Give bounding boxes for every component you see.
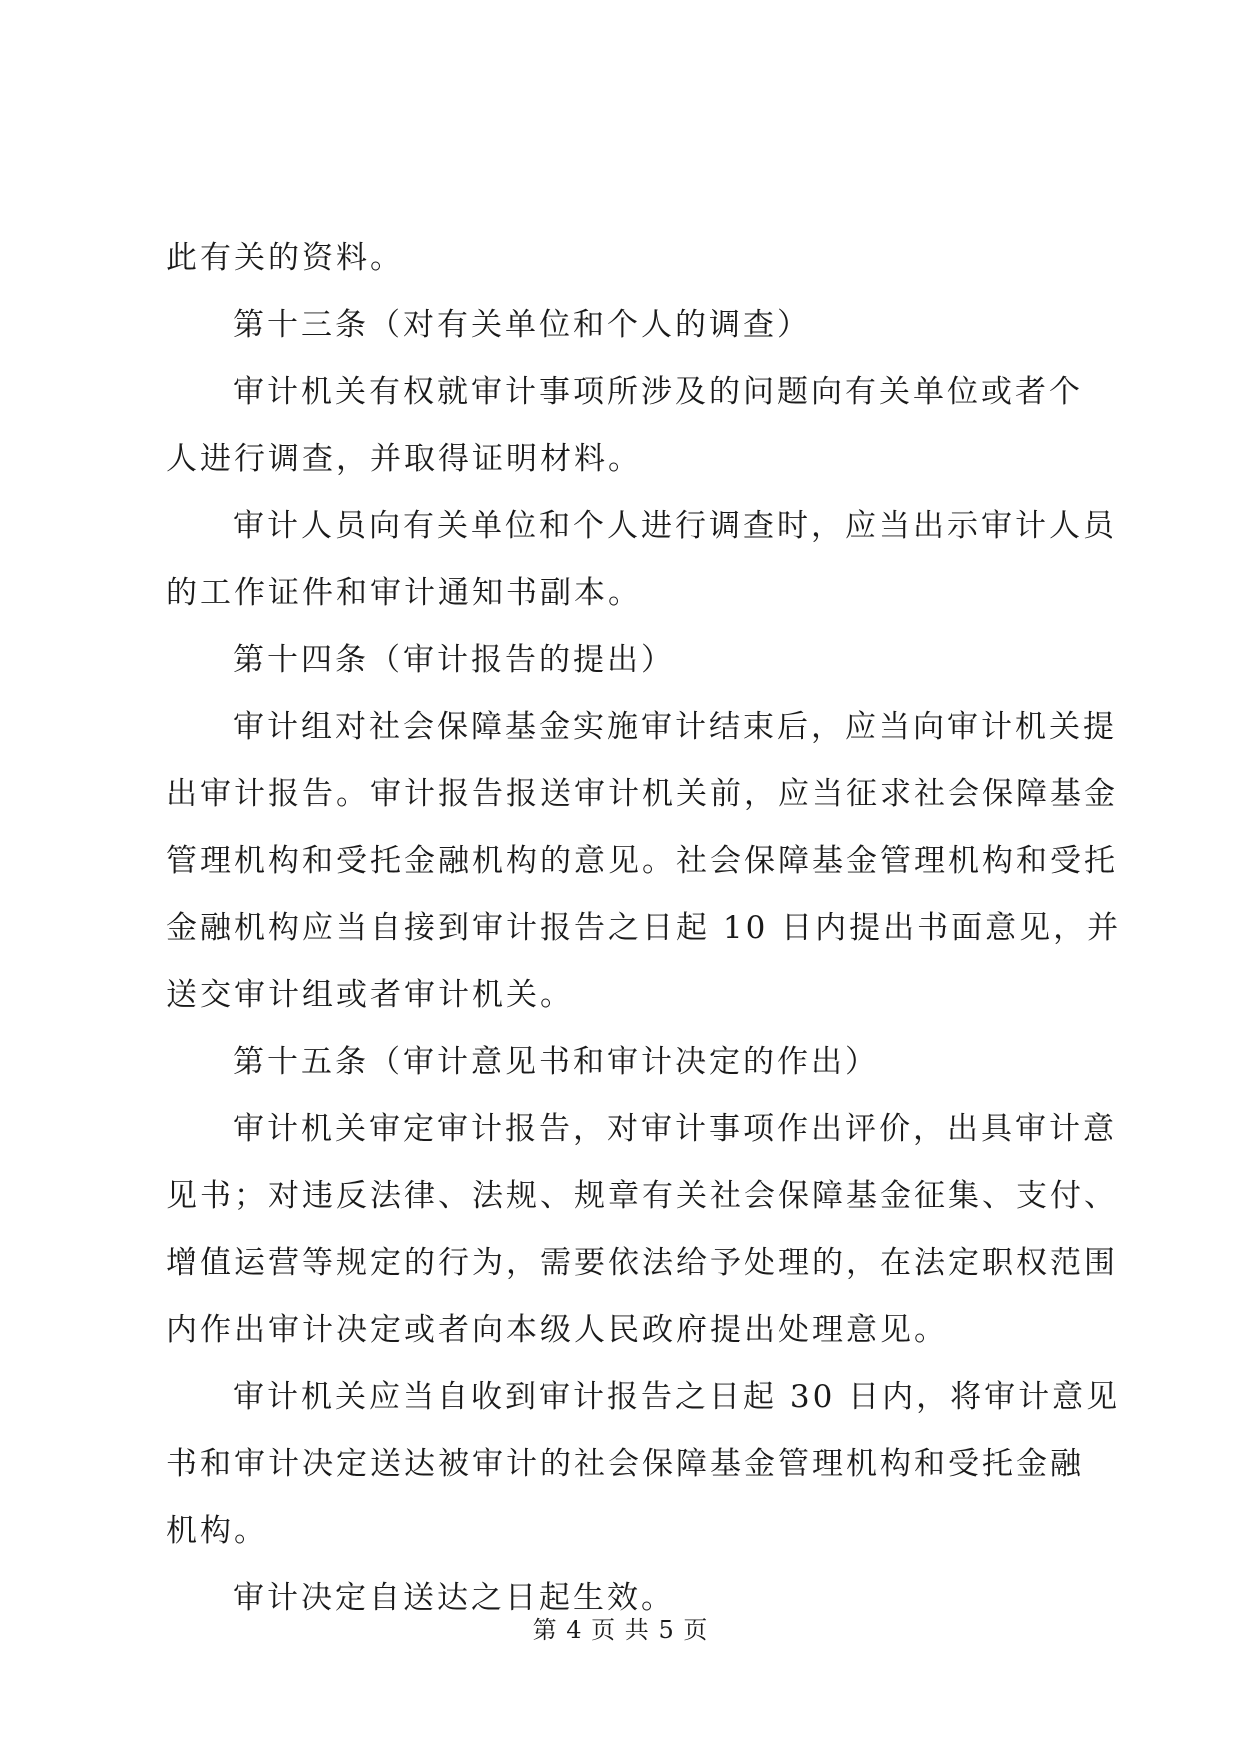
body-line: 出审计报告。审计报告报送审计机关前，应当征求社会保障基金 xyxy=(166,776,1118,812)
body-line: 审计组对社会保障基金实施审计结束后，应当向审计机关提 xyxy=(233,709,1117,745)
body-line: 人进行调查，并取得证明材料。 xyxy=(166,441,642,477)
body-line: 见书；对违反法律、法规、规章有关社会保障基金征集、支付、 xyxy=(166,1178,1118,1214)
article-heading: 第十三条（对有关单位和个人的调查） xyxy=(233,307,811,343)
body-line: 金融机构应当自接到审计报告之日起 10 日内提出书面意见，并 xyxy=(166,910,1122,946)
body-line: 送交审计组或者审计机关。 xyxy=(166,977,574,1013)
body-line: 机构。 xyxy=(166,1513,268,1549)
body-line: 审计人员向有关单位和个人进行调查时，应当出示审计人员 xyxy=(233,508,1117,544)
body-line: 审计决定自送达之日起生效。 xyxy=(233,1580,675,1616)
article-heading: 第十五条（审计意见书和审计决定的作出） xyxy=(233,1044,879,1080)
body-line: 管理机构和受托金融机构的意见。社会保障基金管理机构和受托 xyxy=(166,843,1118,879)
body-line: 的工作证件和审计通知书副本。 xyxy=(166,575,642,611)
body-line: 审计机关审定审计报告，对审计事项作出评价，出具审计意 xyxy=(233,1111,1117,1147)
body-line: 内作出审计决定或者向本级人民政府提出处理意见。 xyxy=(166,1312,948,1348)
body-line: 此有关的资料。 xyxy=(166,240,404,276)
page-number-footer: 第 4 页 共 5 页 xyxy=(532,1616,709,1644)
body-line: 审计机关应当自收到审计报告之日起 30 日内，将审计意见 xyxy=(233,1379,1121,1415)
document-body xyxy=(166,225,1122,1632)
body-line: 审计机关有权就审计事项所涉及的问题向有关单位或者个 xyxy=(233,374,1083,410)
body-line: 增值运营等规定的行为，需要依法给予处理的，在法定职权范围 xyxy=(166,1245,1118,1281)
body-line: 书和审计决定送达被审计的社会保障基金管理机构和受托金融 xyxy=(166,1446,1084,1482)
article-heading: 第十四条（审计报告的提出） xyxy=(233,642,675,678)
